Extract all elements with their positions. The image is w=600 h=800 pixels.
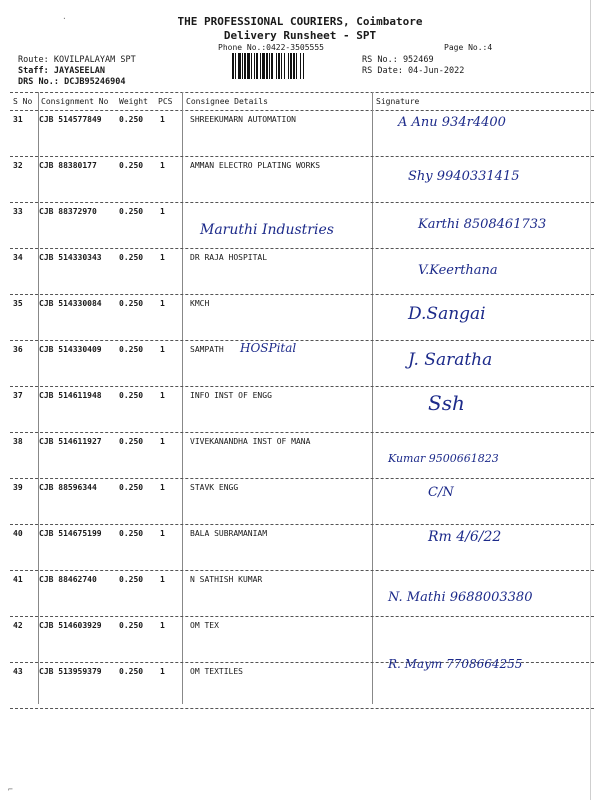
row-consignee: SHREEKUMARN AUTOMATION	[190, 115, 296, 124]
row-pcs: 1	[160, 667, 165, 676]
drs-label: DRS No.:	[18, 77, 59, 87]
row-sno: 34	[13, 253, 23, 262]
scan-mark: ·	[62, 14, 67, 23]
row-sno: 33	[13, 207, 23, 216]
row-signature: Karthi 8508461733	[418, 217, 547, 232]
row-separator	[10, 248, 594, 249]
row-sno: 32	[13, 161, 23, 170]
row-consignee: OM TEX	[190, 621, 219, 630]
row-consignee: SAMPATH	[190, 345, 224, 354]
col-divider	[372, 92, 373, 704]
row-separator	[10, 340, 594, 341]
row-consignment-no: CJB 514330084	[39, 299, 102, 308]
runsheet-title: Delivery Runsheet - SPT	[223, 29, 377, 42]
row-weight: 0.250	[119, 621, 144, 630]
drs-line	[18, 77, 126, 87]
row-sno: 40	[13, 529, 23, 538]
col-header-pcs: PCS	[158, 97, 173, 106]
row-signature: Ssh	[428, 391, 465, 415]
row-consignee: BALA SUBRAMANIAM	[190, 529, 268, 538]
row-consignment-no: CJB 514330409	[39, 345, 102, 354]
row-consignment-no: CJB 514611927	[39, 437, 102, 446]
row-weight: 0.250	[119, 483, 144, 492]
row-separator	[10, 432, 594, 433]
col-header-consignment: Consignment No	[41, 97, 109, 106]
row-weight: 0.250	[119, 437, 144, 446]
row-sno: 42	[13, 621, 23, 630]
row-sno: 31	[13, 115, 23, 124]
row-signature: J. Saratha	[408, 350, 493, 370]
row-pcs: 1	[160, 115, 165, 124]
row-pcs: 1	[160, 299, 165, 308]
row-weight: 0.250	[119, 299, 144, 308]
row-separator	[10, 294, 594, 295]
col-header-sno: S No	[13, 97, 33, 106]
row-weight: 0.250	[119, 115, 144, 124]
row-consignee: VIVEKANANDHA INST OF MANA	[190, 437, 311, 446]
row-separator	[10, 570, 594, 571]
row-separator	[10, 708, 594, 709]
row-separator	[10, 156, 594, 157]
row-signature: C/N	[428, 485, 454, 500]
row-pcs: 1	[160, 575, 165, 584]
row-weight: 0.250	[119, 207, 144, 216]
row-consignment-no: CJB 514330343	[39, 253, 102, 262]
scan-corner-mark: ⌐	[8, 785, 13, 794]
row-pcs: 1	[160, 391, 165, 400]
row-sno: 36	[13, 345, 23, 354]
row-separator	[10, 478, 594, 479]
row-consignee: DR RAJA HOSPITAL	[190, 253, 268, 262]
handwritten-consignee-suffix: HOSPital	[240, 341, 297, 355]
row-consignment-no: CJB 88380177	[39, 161, 97, 170]
row-sno: 37	[13, 391, 23, 400]
row-pcs: 1	[160, 529, 165, 538]
row-signature: N. Mathi 9688003380	[388, 590, 533, 605]
row-consignment-no: CJB 514577849	[39, 115, 102, 124]
page-right-margin-line	[590, 0, 591, 800]
barcode-bar	[304, 53, 305, 79]
phone-number: Phone No.:0422-3505555	[218, 43, 324, 52]
row-consignment-no: CJB 514603929	[39, 621, 102, 630]
row-pcs: 1	[160, 207, 165, 216]
col-header-weight: Weight	[119, 97, 148, 106]
row-sno: 43	[13, 667, 23, 676]
handwritten-consignee: Maruthi Industries	[200, 222, 334, 238]
rs-number: RS No.: 952469	[362, 55, 434, 65]
row-consignee: AMMAN ELECTRO PLATING WORKS	[190, 161, 321, 170]
row-weight: 0.250	[119, 391, 144, 400]
row-sno: 38	[13, 437, 23, 446]
row-consignment-no: CJB 514611948	[39, 391, 102, 400]
barcode	[232, 53, 352, 79]
route-line	[18, 55, 136, 65]
row-consignee: STAVK ENGG	[190, 483, 239, 492]
row-weight: 0.250	[119, 667, 144, 676]
rs-date: RS Date: 04-Jun-2022	[362, 66, 465, 76]
row-signature: V.Keerthana	[418, 263, 498, 278]
row-pcs: 1	[160, 621, 165, 630]
staff-label: Staff:	[18, 66, 49, 76]
drs-value: DCJB95246904	[64, 77, 126, 87]
route-value: KOVILPALAYAM SPT	[53, 55, 136, 65]
row-weight: 0.250	[119, 161, 144, 170]
page-number: Page No.:4	[444, 43, 493, 52]
row-signature: Rm 4/6/22	[428, 529, 502, 545]
row-pcs: 1	[160, 253, 165, 262]
row-pcs: 1	[160, 437, 165, 446]
row-pcs: 1	[160, 345, 165, 354]
row-sno: 35	[13, 299, 23, 308]
row-separator	[10, 202, 594, 203]
row-sno: 41	[13, 575, 23, 584]
company-title: THE PROFESSIONAL COURIERS, Coimbatore	[177, 15, 423, 28]
row-consignment-no: CJB 88372970	[39, 207, 97, 216]
row-separator	[10, 616, 594, 617]
row-weight: 0.250	[119, 529, 144, 538]
header-top-rule	[10, 92, 594, 93]
row-consignee: OM TEXTILES	[190, 667, 243, 676]
staff-line	[18, 66, 105, 76]
row-consignment-no: CJB 88596344	[39, 483, 97, 492]
col-divider	[182, 92, 183, 704]
row-consignment-no: CJB 513959379	[39, 667, 102, 676]
row-consignee: KMCH	[190, 299, 210, 308]
row-sno: 39	[13, 483, 23, 492]
col-header-consignee: Consignee Details	[186, 97, 268, 106]
row-pcs: 1	[160, 483, 165, 492]
route-label: Route:	[18, 55, 49, 65]
row-consignment-no: CJB 88462740	[39, 575, 97, 584]
row-pcs: 1	[160, 161, 165, 170]
row-separator	[10, 386, 594, 387]
row-weight: 0.250	[119, 253, 144, 262]
row-signature: Shy 9940331415	[408, 169, 520, 184]
col-header-signature: Signature	[376, 97, 420, 106]
row-weight: 0.250	[119, 575, 144, 584]
row-consignee: INFO INST OF ENGG	[190, 391, 272, 400]
row-consignee: N SATHISH KUMAR	[190, 575, 263, 584]
staff-value: JAYASEELAN	[53, 66, 106, 76]
row-separator	[10, 524, 594, 525]
row-consignment-no: CJB 514675199	[39, 529, 102, 538]
row-signature: D.Sangai	[408, 304, 486, 324]
row-signature: R. Maym 7708664255	[388, 657, 523, 671]
header-bottom-rule	[10, 110, 594, 111]
row-weight: 0.250	[119, 345, 144, 354]
row-signature: A Anu 934r4400	[398, 115, 506, 130]
row-signature: Kumar 9500661823	[388, 452, 499, 465]
